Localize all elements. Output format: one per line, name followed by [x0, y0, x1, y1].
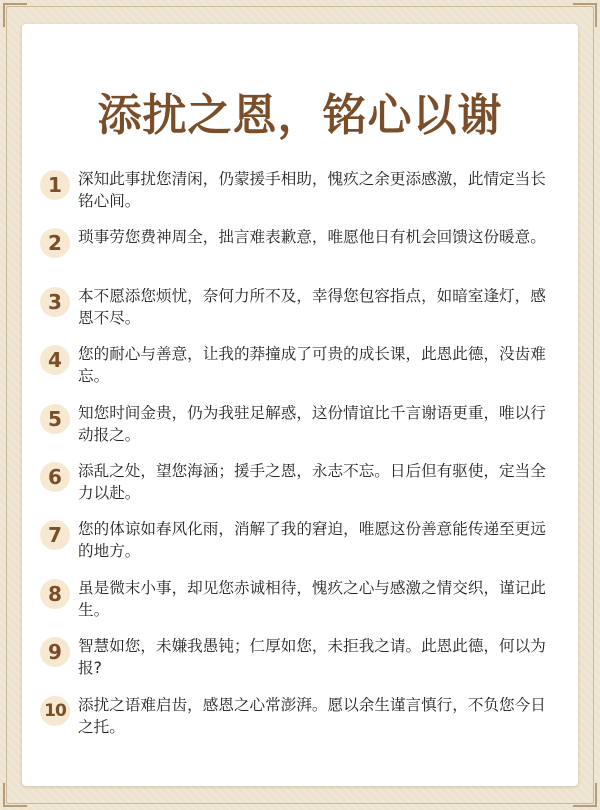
item-text: 虽是微末小事，却见您赤诚相待，愧疚之心与感激之情交织，谨记此生。	[78, 578, 546, 619]
item-text: 琐事劳您费神周全，拙言难表歉意，唯愿他日有机会回馈这份暖意。	[78, 228, 546, 247]
item-number-badge: 7	[40, 520, 70, 550]
item-text: 添扰之语难启齿，感恩之心常澎湃。愿以余生谨言慎行，不负您今日之托。	[78, 695, 546, 736]
page-title: 添扰之恩，铭心以谢	[97, 90, 503, 141]
item-number-badge: 6	[40, 462, 70, 492]
item-number-badge: 10	[40, 696, 70, 726]
item-number-badge: 1	[40, 170, 70, 200]
item-number-badge: 4	[40, 345, 70, 375]
item-text: 您的体谅如春风化雨，消解了我的窘迫，唯愿这份善意能传递至更远的地方。	[78, 520, 546, 561]
list-item	[40, 285, 562, 343]
item-text: 智慧如您，未嫌我愚钝；仁厚如您，未拒我之请。此恩此德，何以为报?	[78, 637, 546, 678]
frame-corner-bottom-left	[3, 783, 27, 807]
list-item	[40, 402, 562, 460]
list-item	[40, 635, 562, 693]
item-text: 您的耐心与善意，让我的莽撞成了可贵的成长课，此恩此德，没齿难忘。	[78, 345, 546, 386]
item-text: 本不愿添您烦忧，奈何力所不及，幸得您包容指点，如暗室逢灯，感恩不尽。	[78, 286, 546, 327]
list-item	[40, 168, 562, 226]
item-number-badge: 2	[40, 228, 70, 258]
item-text: 添乱之处，望您海涵；援手之恩，永志不忘。日后但有驱使，定当全力以赴。	[78, 461, 546, 502]
list-item	[40, 577, 562, 635]
item-text: 知您时间金贵，仍为我驻足解惑，这份情谊比千言谢语更重，唯以行动报之。	[78, 403, 546, 444]
frame-corner-top-right	[573, 3, 597, 27]
thanks-list	[40, 168, 562, 752]
item-number-badge: 8	[40, 579, 70, 609]
item-number-badge: 9	[40, 637, 70, 667]
item-text: 深知此事扰您清闲，仍蒙援手相助，愧疚之余更添感激，此情定当长铭心间。	[78, 170, 546, 210]
item-number-badge: 3	[40, 287, 70, 317]
list-item	[40, 460, 562, 518]
item-number-badge: 5	[40, 404, 70, 434]
frame-corner-bottom-right	[573, 783, 597, 807]
list-item	[40, 226, 562, 284]
list-item	[40, 343, 562, 401]
list-item	[40, 694, 562, 752]
list-item	[40, 518, 562, 576]
